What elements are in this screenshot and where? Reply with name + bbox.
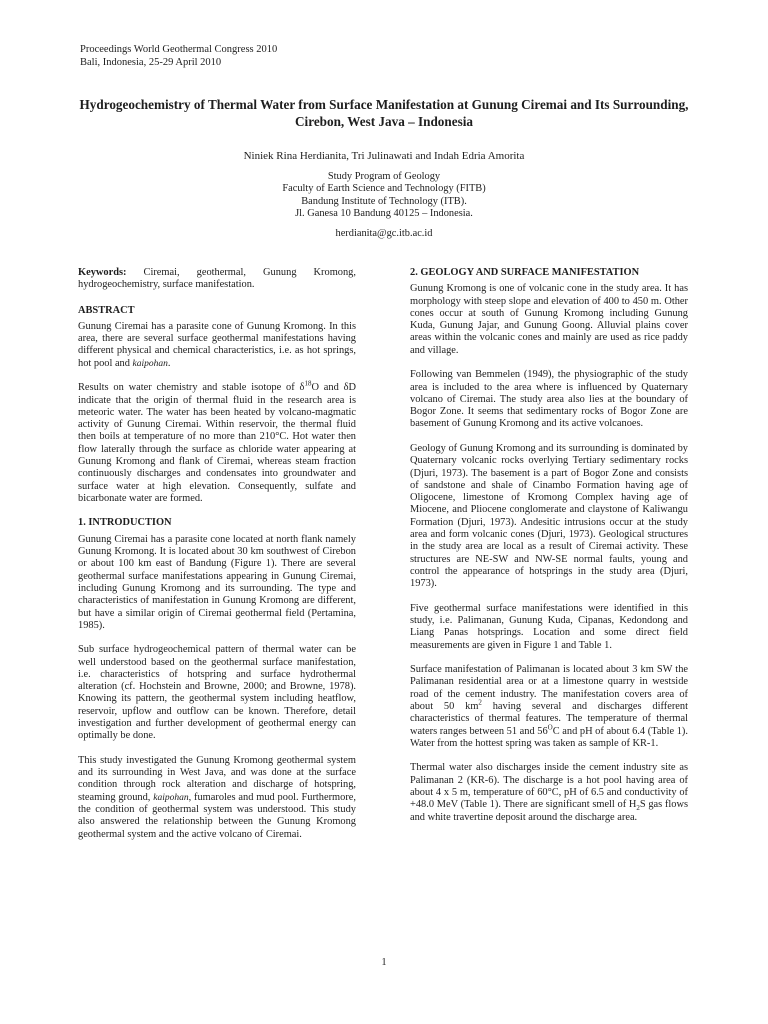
geology-paragraph: Five geothermal surface manifestations were identified in this study, i.e. Palimanan, Gunung Kuda, Cipanas, Kedondong and Liang Panas hotsprings. Location and some direct field measurements are given in Figure 1 and Table 1. — [410, 602, 688, 651]
kaipohan-term: kaipohan — [153, 792, 189, 803]
geology-paragraph: Following van Bemmelen (1949), the physiographic of the study area is included to the area where is influenced by Quaternary volcano of Ciremai. The study area also lies at the boundary of Bogor Zone. It seems that sedimentary rocks of Bogor Zone are basement of Gunung Kromong and its active volcanoes. — [410, 369, 688, 430]
keywords-text: Ciremai, geothermal, Gunung Kromong, hydrogeochemistry, surface manifestation. — [78, 267, 356, 291]
conference-name: Proceedings World Geothermal Congress 2010 — [80, 44, 278, 55]
introduction-paragraph: Gunung Ciremai has a parasite cone located at north flank namely Gunung Kromong. It is located about 30 km southwest of Cirebon or about 100 km east of Bandung (Figure 1). There are several geothermal surface manifestations appearing in Gunung Ciremai, including Gunung Kromong and its surrounding. The type and characteristics of manifestation in Gunung Kromong are different, but have a similar origin of Ciremai geothermal field (Pertamina, 1985). — [78, 533, 356, 631]
proceedings-header — [80, 43, 277, 69]
geology-paragraph: Thermal water also discharges inside the cement industry site as Palimanan 2 (KR-6). The discharge is a hot pool having area of about 4 x 5 m, temperature of 60°C, pH of 6.5 and conductivity of +48.0 MeV (Table 1). There are significant smell of $H_2S$ gas flows and white travertine deposit around the discharge area. — [410, 762, 689, 823]
abstract-paragraph: Results on water chemistry and stable isotope of $\delta^{18}O$ and δD indicate that the origin of thermal fluid in the research area is meteoric water. The water has been heated by volcano-magmatic activity of Gunung Ciremai. Within reservoir, the thermal fluid then boils at temperature of no more than 210°C. Hot water then flow laterally through the surface as chloride water appearing at Gunung Kromong and flank of Ciremai, whereas steam fraction continuously discharges and condensates into groundwater and surface water at high elevation. Consequently, sulfate and bicarbonate water are formed. — [78, 379, 356, 504]
introduction-paragraph: Sub surface hydrogeochemical pattern of thermal water can be well understood based on the geothermal surface manifestation, i.e. characteristics of hotspring and surface hydrothermal alteration (cf. Hochstein and Browne, 2000; and Browne, 1978). Knowing its pattern, the geothermal system including heatflow, reservoir, upflow and outflow can be known. Therefore, detail investigation and further development of geothermal energy can optimally be done. — [78, 644, 356, 742]
affiliation-line: Study Program of Geology — [327, 171, 441, 182]
keywords-label: Keywords: — [78, 267, 127, 278]
kaipohan-term: kaipohan — [132, 358, 168, 369]
geology-paragraph: Surface manifestation of Palimanan is located about 3 km SW the Palimanan residential area or at a limestone quarry in westside road of the cement industry. The manifestation covers area of about 50 $km^2$ having several and discharges different characteristics of thermal features. The temperature of thermal waters ranges between 51 and $56^OC$ and pH of about 6.4 (Table 1). Water from the hottest spring was taken as sample of KR-1. — [410, 664, 688, 749]
author-list: Niniek Rina Herdianita, Tri Julinawati and Indah Edria Amorita — [243, 150, 525, 162]
introduction-paragraph: This study investigated the Gunung Kromong geothermal system and its surrounding in West Java, and was done at the surface condition through rock alteration and discharge of hotspring, steaming ground, kaipohan, fumaroles and mud pool. Furthermore, the condition of geothermal system was understood. This study also answered the relationship between the Gunung Kromong geothermal system and the active volcano of Ciremai. — [78, 754, 357, 840]
affiliation-line: Bandung Institute of Technology (ITB). — [301, 195, 467, 207]
introduction-heading: 1. INTRODUCTION — [78, 517, 172, 529]
paper-title: Hydrogeochemistry of Thermal Water from Surface Manifestation at Gunung Ciremai and Its Surrounding, Cirebon, West Java – Indonesia — [79, 97, 689, 129]
geology-heading: 2. GEOLOGY AND SURFACE MANIFESTATION — [410, 267, 640, 278]
page-number: 1 — [381, 957, 387, 968]
geology-paragraph: Gunung Kromong is one of volcanic cone in the study area. It has morphology with steep slope and elevation of 400 to 450 m. Other cones occur at south of Gunung Kromong including Gunung Kuda, Gunung Jajar, and Gunung Goong. Alluvial plains cover areas within the volcanic cones and mainly are used as rice paddy and village. — [410, 283, 688, 356]
right-column — [410, 267, 688, 836]
left-column — [78, 267, 356, 853]
affiliation-line: Faculty of Earth Science and Technology (FITB) — [282, 183, 486, 195]
affiliation-line: Jl. Ganesa 10 Bandung 40125 – Indonesia. — [295, 207, 473, 219]
abstract-paragraph: Gunung Ciremai has a parasite cone of Gunung Kromong. In this area, there are several surface geothermal manifestations having different physical and chemical characteristics, i.e. as hot springs, hot pool and kaipohan. — [78, 320, 356, 369]
affiliation — [70, 171, 698, 220]
conference-location-date: Bali, Indonesia, 25-29 April 2010 — [80, 57, 222, 68]
keywords-paragraph — [78, 267, 356, 292]
abstract-heading: ABSTRACT — [78, 304, 135, 316]
geology-paragraph: Geology of Gunung Kromong and its surrounding is dominated by Quaternary volcanic rocks overlying Tertiary sedimentary rocks (Djuri, 1973). The basement is a part of Bogor Zone and consists of sandstone and shale of Cinambo Formation having age of Oligocene, limestone of Kromong Complex having age of Miocene, and Pliocene conglomerate and claystone of Kaliwangu Formation (Djuri, 1973). Andesitic intrusions occur at the study area and form volcanic cones (Djuri, 1973). Geological structures in the study area are local as a result of Ciremai activity. These structures are NE-SW and NW-SE normal faults, young and control the appearance of hotsprings in the study area (Djuri, 1973). — [410, 442, 688, 590]
author-email: herdianita@gc.itb.ac.id — [335, 228, 433, 239]
